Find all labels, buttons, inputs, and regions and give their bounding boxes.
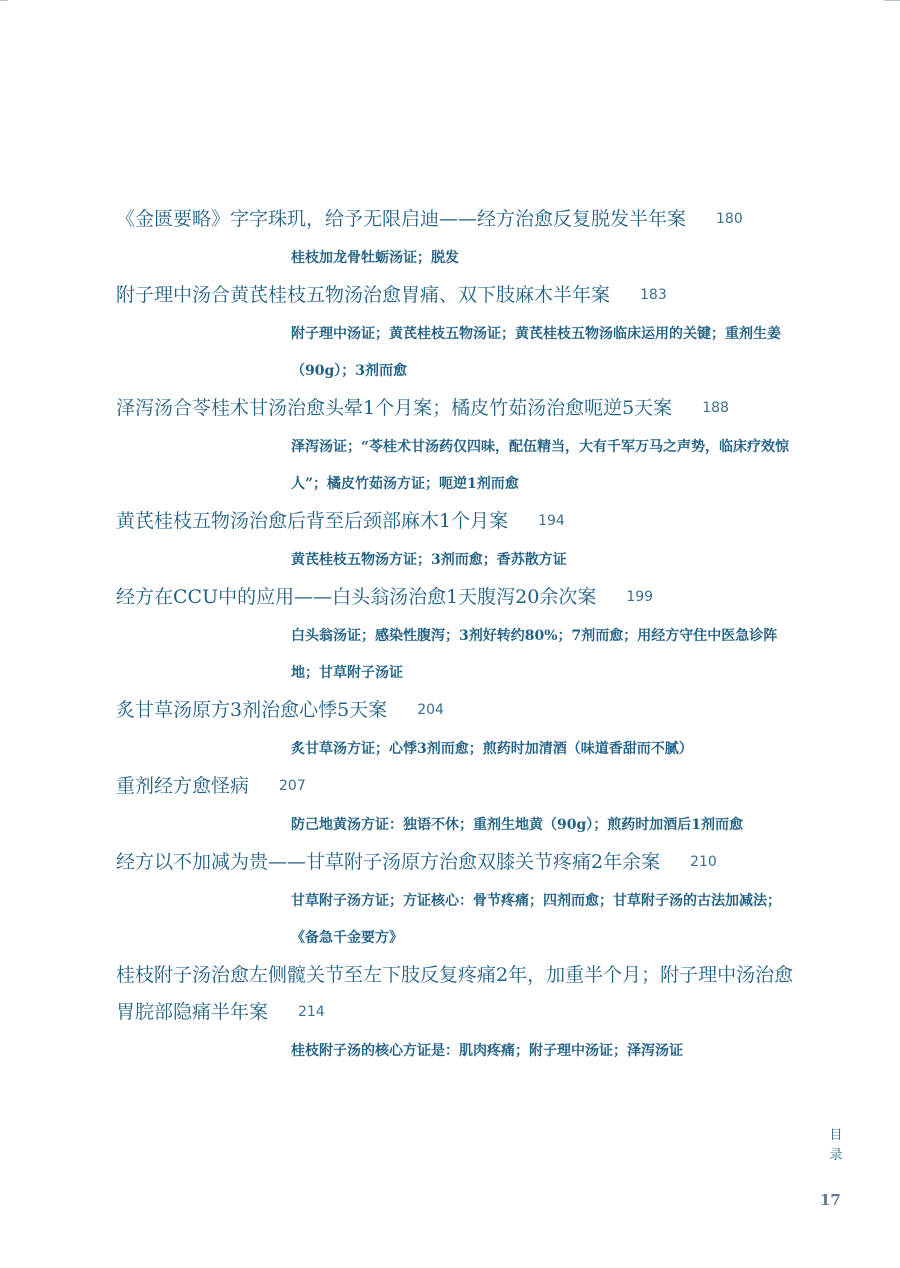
entry-keywords: 炙甘草汤方证；心悸3剂而愈；煎药时加清酒（味道香甜而不腻） bbox=[291, 741, 693, 757]
entry-keywords: 白头翁汤证；感染性腹泻；3剂好转约80%；7剂而愈；用经方守住中医急诊阵地；甘草附子汤证 bbox=[291, 628, 778, 681]
entry-title: 经方以不加减为贵——甘草附子汤原方治愈双膝关节疼痛2年余案 210 bbox=[116, 851, 717, 873]
entry-title: 附子理中汤合黄芪桂枝五物汤治愈胃痛、双下肢麻木半年案 183 bbox=[116, 284, 667, 306]
toc-entry[interactable] bbox=[116, 277, 806, 390]
entry-page-number: 210 bbox=[690, 854, 717, 870]
toc-entry[interactable] bbox=[116, 390, 806, 503]
entry-page-number: 188 bbox=[702, 400, 729, 416]
entry-keywords: 泽泻汤证；“苓桂术甘汤药仅四味，配伍精当，大有千军万马之声势，临床疗效惊人”；橘皮竹茹汤方证；呃逆1剂而愈 bbox=[291, 439, 790, 492]
toc-entry[interactable] bbox=[116, 201, 806, 277]
toc-entry[interactable] bbox=[116, 692, 806, 768]
toc-entry[interactable] bbox=[116, 503, 806, 579]
entry-keywords: 桂枝附子汤的核心方证是：肌肉疼痛；附子理中汤证；泽泻汤证 bbox=[291, 1043, 683, 1059]
entry-page-number: 194 bbox=[538, 513, 565, 529]
toc-entry[interactable] bbox=[116, 957, 806, 1070]
toc-entry[interactable] bbox=[116, 768, 806, 844]
entry-keywords: 桂枝加龙骨牡蛎汤证；脱发 bbox=[291, 250, 459, 266]
entry-page-number: 183 bbox=[640, 287, 667, 303]
entry-keywords: 附子理中汤证；黄芪桂枝五物汤证；黄芪桂枝五物汤临床运用的关键；重剂生姜（90g）；3剂而愈 bbox=[291, 326, 781, 379]
entry-keywords: 黄芪桂枝五物汤方证；3剂而愈；香苏散方证 bbox=[291, 552, 567, 568]
toc-entry[interactable] bbox=[116, 579, 806, 692]
table-of-contents bbox=[116, 201, 806, 1070]
entry-title: 《金匮要略》字字珠玑，给予无限启迪——经方治愈反复脱发半年案 180 bbox=[116, 208, 743, 230]
page-number: 17 bbox=[820, 1191, 841, 1209]
crop-mark-top-right bbox=[884, 0, 900, 1]
entry-keywords: 防己地黄汤方证：独语不休；重剂生地黄（90g）；煎药时加酒后1剂而愈 bbox=[291, 817, 744, 833]
entry-title: 炙甘草汤原方3剂治愈心悸5天案 204 bbox=[116, 699, 444, 721]
entry-page-number: 214 bbox=[298, 1004, 325, 1020]
entry-keywords: 甘草附子汤方证；方证核心：骨节疼痛；四剂而愈；甘草附子汤的古法加减法；《备急千金要方》 bbox=[291, 893, 781, 946]
entry-title: 经方在CCU中的应用——白头翁汤治愈1天腹泻20余次案 199 bbox=[116, 586, 654, 608]
section-label-contents: 目录 bbox=[829, 1128, 843, 1163]
crop-mark-top-left bbox=[0, 0, 8, 1]
entry-title: 重剂经方愈怪病 207 bbox=[116, 775, 306, 797]
entry-title: 黄芪桂枝五物汤治愈后背至后颈部麻木1个月案 194 bbox=[116, 510, 565, 532]
entry-page-number: 180 bbox=[716, 211, 743, 227]
toc-entry[interactable] bbox=[116, 844, 806, 957]
entry-page-number: 204 bbox=[417, 702, 444, 718]
entry-title: 泽泻汤合苓桂术甘汤治愈头晕1个月案；橘皮竹茹汤治愈呃逆5天案 188 bbox=[116, 397, 729, 419]
entry-title: 桂枝附子汤治愈左侧髋关节至左下肢反复疼痛2年，加重半个月；附子理中汤治愈胃脘部隐痛半年案 214 bbox=[116, 964, 794, 1023]
entry-page-number: 199 bbox=[626, 589, 654, 605]
entry-page-number: 207 bbox=[279, 778, 306, 794]
